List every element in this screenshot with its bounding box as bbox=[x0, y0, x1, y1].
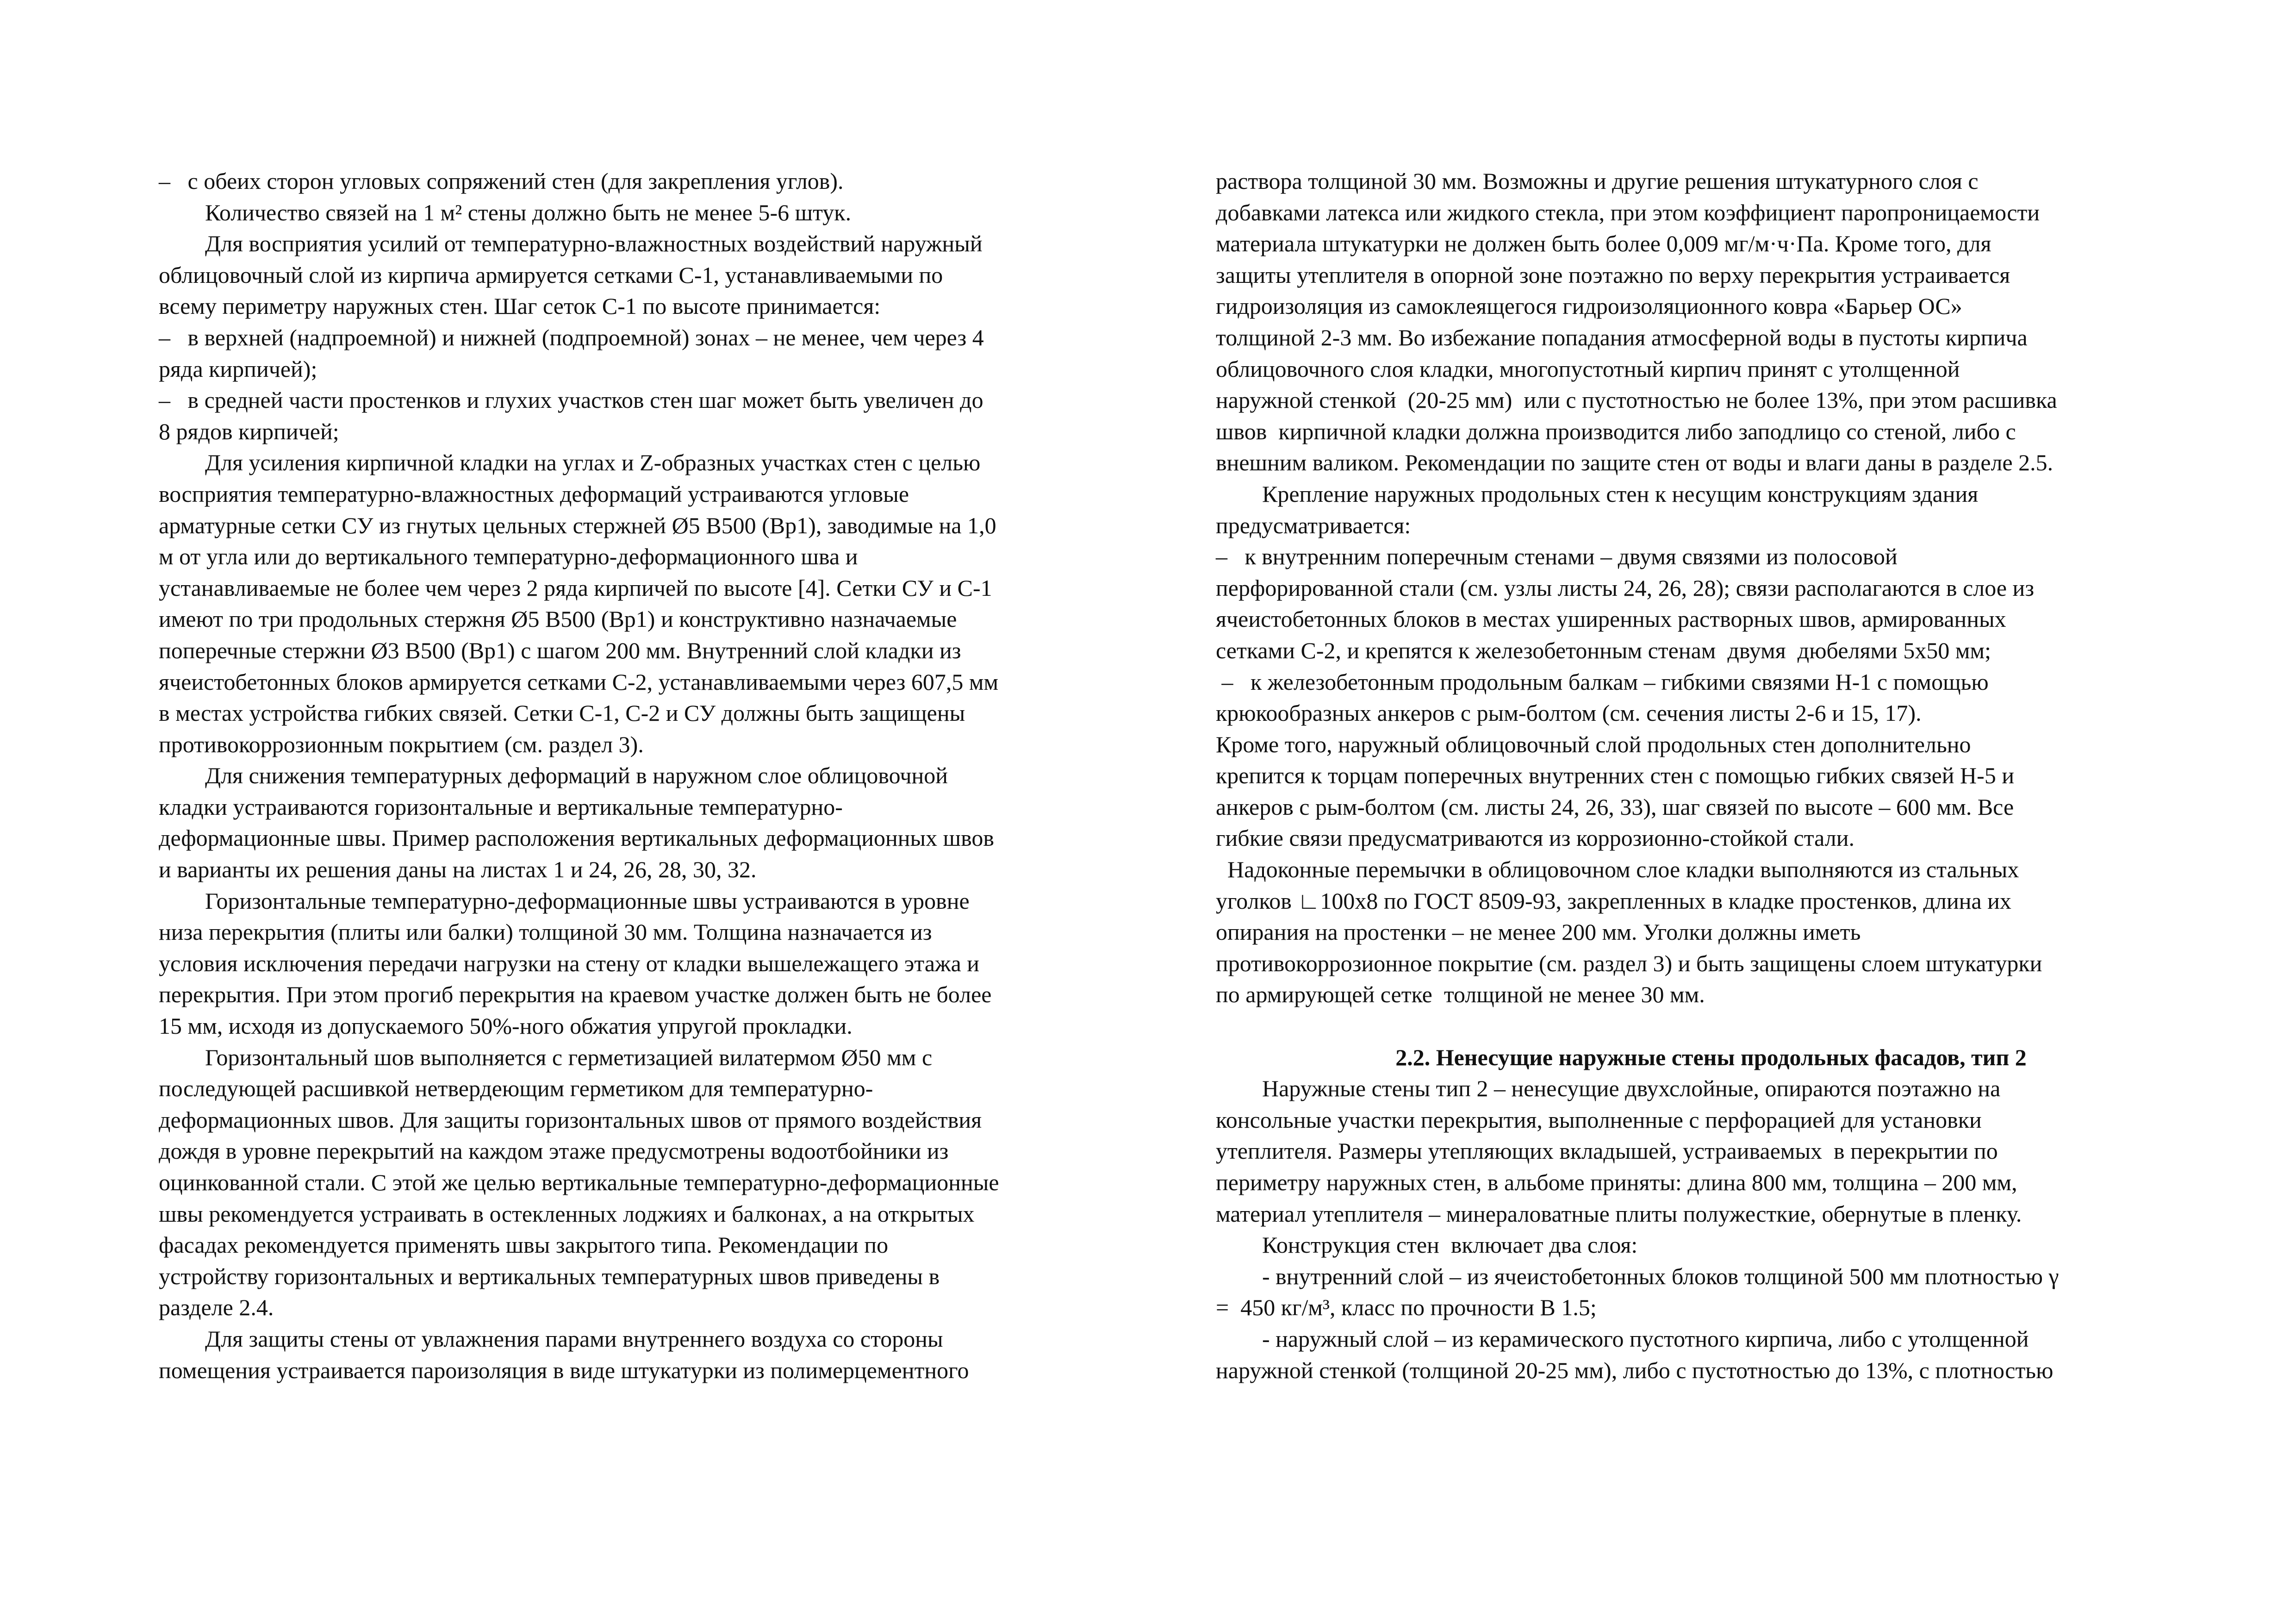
text-line: разделе 2.4. bbox=[159, 1294, 274, 1321]
text-line: консольные участки перекрытия, выполненные с перфорацией для установки bbox=[1216, 1106, 1982, 1133]
text-line: опирания на простенки – не менее 200 мм. Уголки должны иметь bbox=[1216, 919, 1861, 945]
text-line: добавками латекса или жидкого стекла, при этом коэффициент паропроницаемости bbox=[1216, 199, 2040, 225]
text-line: гибкие связи предусматриваются из коррозионно-стойкой стали. bbox=[1216, 825, 1855, 851]
text-line: швы рекомендуется устраивать в остекленных лоджиях и балконах, а на открытых bbox=[159, 1200, 975, 1227]
right-text-column bbox=[1216, 166, 2206, 1386]
text-line: Для снижения температурных деформаций в наружном слое облицовочной bbox=[159, 762, 948, 789]
text-line: низа перекрытия (плиты или балки) толщиной 30 мм. Толщина назначается из bbox=[159, 919, 932, 945]
text-line: толщиной 2-3 мм. Во избежание попадания атмосферной воды в пустоты кирпича bbox=[1216, 324, 2028, 350]
text-line: Для защиты стены от увлажнения парами внутреннего воздуха со стороны bbox=[159, 1325, 943, 1352]
text-line: перекрытия. При этом прогиб перекрытия на краевом участке должен быть не более bbox=[159, 981, 992, 1008]
text-line: наружной стенкой (20-25 мм) или с пустотностью не более 13%, при этом расшивка bbox=[1216, 387, 2057, 413]
text-line: Количество связей на 1 м² стены должно быть не менее 5-6 штук. bbox=[159, 199, 852, 225]
text-line: раствора толщиной 30 мм. Возможны и другие решения штукатурного слоя с bbox=[1216, 168, 1979, 194]
section-heading: 2.2. Ненесущие наружные стены продольных фасадов, тип 2 bbox=[1395, 1044, 2027, 1070]
text-line: – к внутренним поперечным стенами – двумя связями из полосовой bbox=[1216, 543, 1898, 570]
text-line: устройству горизонтальных и вертикальных температурных швов приведены в bbox=[159, 1263, 940, 1289]
text-line: ряда кирпичей); bbox=[159, 356, 317, 382]
text-line: оцинкованной стали. С этой же целью вертикальные температурно-деформационные bbox=[159, 1169, 999, 1195]
text-line: облицовочный слой из кирпича армируется сетками С-1, устанавливаемыми по bbox=[159, 262, 943, 288]
text-line: анкеров с рым-болтом (см. листы 24, 26, 33), шаг связей по высоте – 600 мм. Все bbox=[1216, 793, 2014, 820]
text-line: восприятия температурно-влажностных деформаций устраиваются угловые bbox=[159, 481, 909, 507]
text-line: наружной стенкой (толщиной 20-25 мм), либо с пустотностью до 13%, с плотностью bbox=[1216, 1357, 2053, 1383]
text-line: 8 рядов кирпичей; bbox=[159, 418, 339, 444]
left-text-column bbox=[159, 166, 1161, 1386]
text-line: швов кирпичной кладки должна производится либо заподлицо со стеной, либо с bbox=[1216, 418, 2016, 444]
text-line: крюкообразных анкеров с рым-болтом (см. сечения листы 2-6 и 15, 17). bbox=[1216, 700, 1922, 726]
text-line: - внутренний слой – из ячеистобетонных блоков толщиной 500 мм плотностью γ bbox=[1216, 1263, 2059, 1289]
text-line: 15 мм, исходя из допускаемого 50%-ного обжатия упругой прокладки. bbox=[159, 1013, 852, 1039]
text-line: последующей расшивкой нетвердеющим герметиком для температурно- bbox=[159, 1075, 873, 1102]
text-line: по армирующей сетке толщиной не менее 30 мм. bbox=[1216, 981, 1705, 1008]
text-line: утеплителя. Размеры утепляющих вкладышей, устраиваемых в перекрытии по bbox=[1216, 1138, 1998, 1164]
text-line: имеют по три продольных стержня Ø5 В500 (Вр1) и конструктивно назначаемые bbox=[159, 606, 957, 632]
text-line: гидроизоляция из самоклеящегося гидроизоляционного ковра «Барьер ОС» bbox=[1216, 293, 1962, 319]
text-line: материала штукатурки не должен быть более 0,009 мг/м·ч·Па. Кроме того, для bbox=[1216, 231, 1991, 257]
text-line: периметру наружных стен, в альбоме приняты: длина 800 мм, толщина – 200 мм, bbox=[1216, 1169, 2017, 1195]
text-line: ячеистобетонных блоков армируется сетками С-2, устанавливаемыми через 607,5 мм bbox=[159, 668, 999, 695]
text-line: Наружные стены тип 2 – ненесущие двухслойные, опираются поэтажно на bbox=[1216, 1075, 2001, 1102]
text-line: Кроме того, наружный облицовочный слой продольных стен дополнительно bbox=[1216, 731, 1971, 757]
text-line: деформационных швов. Для защиты горизонтальных швов от прямого воздействия bbox=[159, 1106, 982, 1133]
text-line: Конструкция стен включает два слоя: bbox=[1216, 1232, 1638, 1258]
text-line: = 450 кг/м³, класс по прочности В 1.5; bbox=[1216, 1294, 1597, 1321]
text-line: Для усиления кирпичной кладки на углах и Z-образных участках стен с целью bbox=[159, 450, 981, 476]
text-line: – в верхней (надпроемной) и нижней (подпроемной) зонах – не менее, чем через 4 bbox=[159, 324, 984, 350]
text-line: противокоррозионным покрытием (см. раздел 3). bbox=[159, 731, 644, 757]
text-line: Надоконные перемычки в облицовочном слое кладки выполняются из стальных bbox=[1216, 856, 2019, 883]
text-line: дождя в уровне перекрытий на каждом этаже предусмотрены водоотбойники из bbox=[159, 1138, 949, 1164]
text-line: помещения устраивается пароизоляция в виде штукатурки из полимерцементного bbox=[159, 1357, 969, 1383]
text-line: в местах устройства гибких связей. Сетки С-1, С-2 и СУ должны быть защищены bbox=[159, 700, 965, 726]
text-line: Крепление наружных продольных стен к несущим конструкциям здания bbox=[1216, 481, 1979, 507]
blank-line bbox=[1216, 1011, 2206, 1042]
text-line: материал утеплителя – минераловатные плиты полужесткие, обернутые в пленку. bbox=[1216, 1200, 2022, 1227]
text-line: - наружный слой – из керамического пустотного кирпича, либо с утолщенной bbox=[1216, 1325, 2029, 1352]
text-line: фасадах рекомендуется применять швы закрытого типа. Рекомендации по bbox=[159, 1232, 889, 1258]
text-line: Горизонтальные температурно-деформационные швы устраиваются в уровне bbox=[159, 887, 970, 914]
text-line: и варианты их решения даны на листах 1 и 24, 26, 28, 30, 32. bbox=[159, 856, 757, 883]
text-line: крепится к торцам поперечных внутренних стен с помощью гибких связей Н-5 и bbox=[1216, 762, 2015, 789]
text-line: всему периметру наружных стен. Шаг сеток С-1 по высоте принимается: bbox=[159, 293, 881, 319]
text-line: Горизонтальный шов выполняется с герметизацией вилатермом Ø50 мм с bbox=[159, 1044, 933, 1070]
text-line: сетками С-2, и крепятся к железобетонным стенам двумя дюбелями 5х50 мм; bbox=[1216, 637, 1991, 663]
text-line: защиты утеплителя в опорной зоне поэтажно по верху перекрытия устраивается bbox=[1216, 262, 2010, 288]
text-line: кладки устраиваются горизонтальные и вертикальные температурно- bbox=[159, 793, 843, 820]
text-line: внешним валиком. Рекомендации по защите стен от воды и влаги даны в разделе 2.5. bbox=[1216, 450, 2053, 476]
text-line: ячеистобетонных блоков в местах уширенных растворных швов, армированных bbox=[1216, 606, 2006, 632]
text-line: предусматривается: bbox=[1216, 512, 1411, 538]
text-line: арматурные сетки СУ из гнутых цельных стержней Ø5 В500 (Вр1), заводимые на 1,0 bbox=[159, 512, 996, 538]
text-line: поперечные стержни Ø3 В500 (Вр1) с шагом 200 мм. Внутренний слой кладки из bbox=[159, 637, 961, 663]
text-line: условия исключения передачи нагрузки на стену от кладки вышележащего этажа и bbox=[159, 950, 980, 976]
text-line: – к железобетонным продольным балкам – гибкими связями Н-1 с помощью bbox=[1216, 668, 1989, 695]
text-line: перфорированной стали (см. узлы листы 24, 26, 28); связи располагаются в слое из bbox=[1216, 575, 2035, 601]
text-line: Для восприятия усилий от температурно-влажностных воздействий наружный bbox=[159, 231, 983, 257]
text-line: деформационные швы. Пример расположения вертикальных деформационных швов bbox=[159, 825, 994, 851]
text-line: – с обеих сторон угловых сопряжений стен (для закрепления углов). bbox=[159, 168, 844, 194]
text-line: м от угла или до вертикального температурно-деформационного шва и bbox=[159, 543, 858, 570]
text-line: устанавливаемые не более чем через 2 ряда кирпичей по высоте [4]. Сетки СУ и С-1 bbox=[159, 575, 992, 601]
text-line: уголков ∟100х8 по ГОСТ 8509-93, закрепленных в кладке простенков, длина их bbox=[1216, 887, 2011, 914]
text-line: противокоррозионное покрытие (см. раздел 3) и быть защищены слоем штукатурки bbox=[1216, 950, 2042, 976]
text-line: облицовочного слоя кладки, многопустотный кирпич принят с утолщенной bbox=[1216, 356, 1960, 382]
text-line: – в средней части простенков и глухих участков стен шаг может быть увеличен до bbox=[159, 387, 983, 413]
